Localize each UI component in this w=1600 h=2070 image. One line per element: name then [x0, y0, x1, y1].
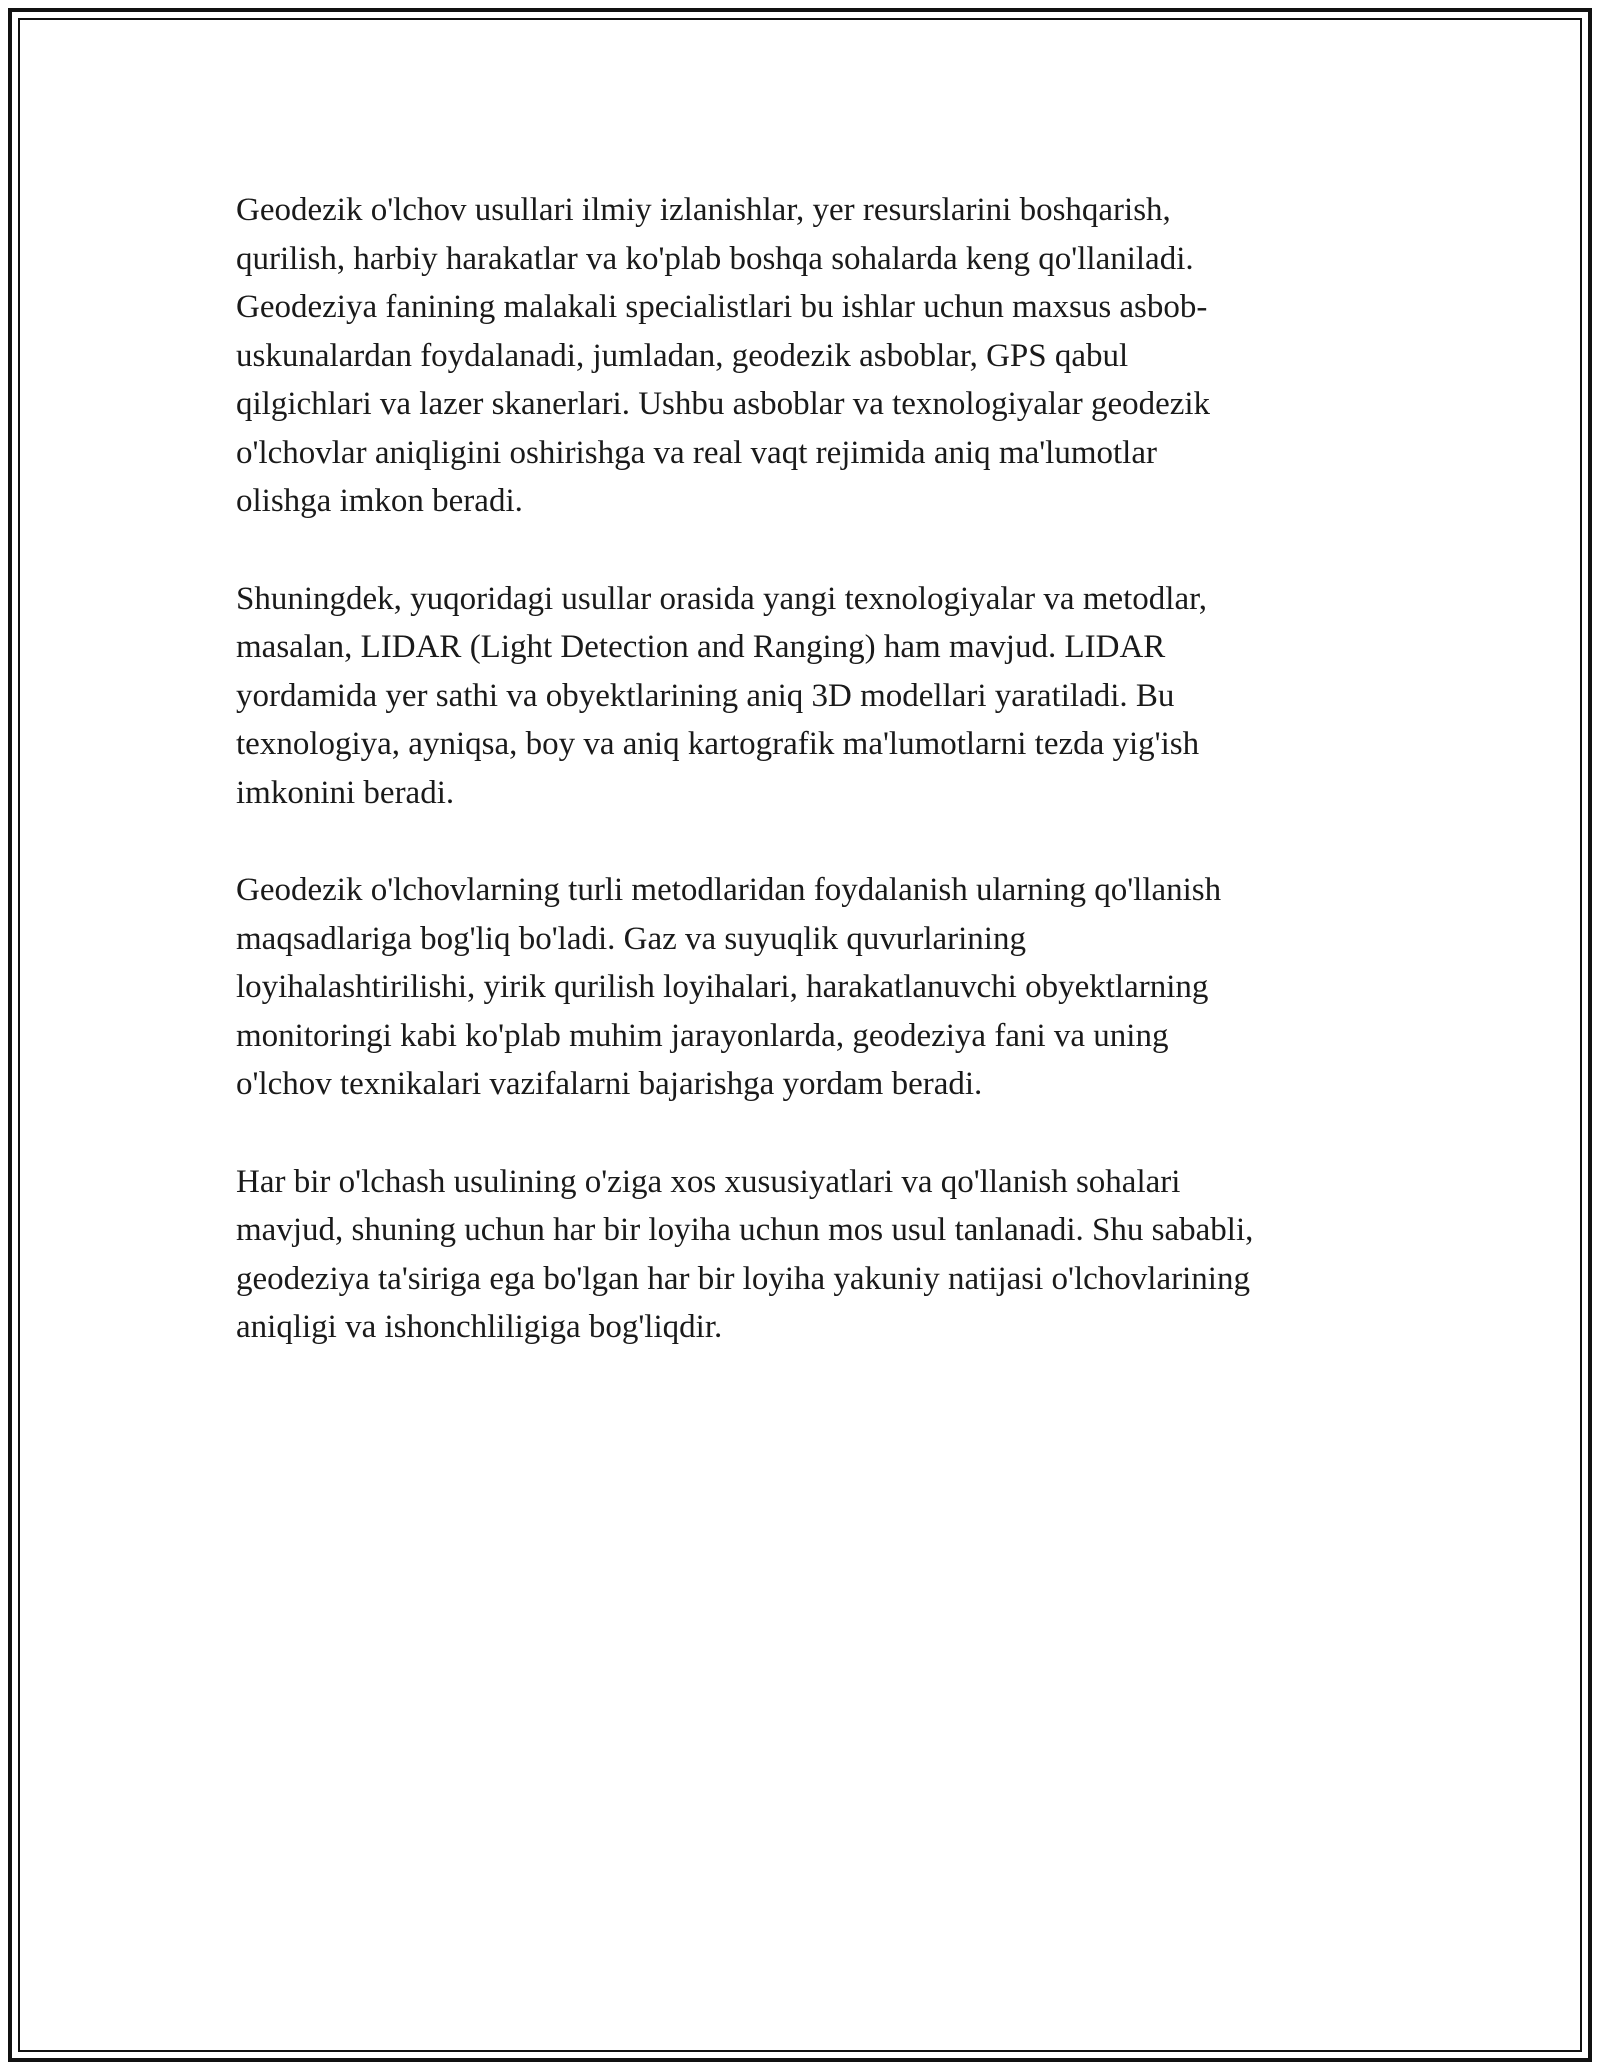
text-line: Geodezik o'lchovlarning turli metodlaridan foydalanish ularning qo'llanish	[236, 872, 1222, 908]
text-line: qilgichlari va lazer skanerlari. Ushbu asboblar va texnologiyalar geodezik	[236, 386, 1211, 422]
text-line: olishga imkon beradi.	[236, 483, 523, 519]
text-line: imkonini beradi.	[236, 774, 455, 811]
text-line: yordamida yer sathi va obyektlarining aniq 3D modellari yaratiladi. Bu	[236, 677, 1175, 714]
paragraph-3	[236, 866, 1386, 1109]
text-line: Shuningdek, yuqoridagi usullar orasida yangi texnologiyalar va metodlar,	[236, 580, 1208, 617]
text-line: geodeziya ta'siriga ega bo'lgan har bir loyiha yakuniy natijasi o'lchovlarining	[236, 1260, 1250, 1297]
text-line: monitoringi kabi ko'plab muhim jarayonlarda, geodeziya fani va uning	[236, 1017, 1169, 1054]
text-line: masalan, LIDAR (Light Detection and Ranging) ham mavjud. LIDAR	[236, 629, 1166, 665]
text-line: o'lchov texnikalari vazifalarni bajarishga yordam beradi.	[236, 1066, 983, 1102]
text-line: Har bir o'lchash usulining o'ziga xos xususiyatlari va qo'llanish sohalari	[236, 1163, 1181, 1200]
text-line: Geodezik o'lchov usullari ilmiy izlanishlar, yer resurslarini boshqarish,	[236, 192, 1171, 228]
text-line: qurilish, harbiy harakatlar va ko'plab boshqa sohalarda keng qo'llaniladi.	[236, 240, 1194, 277]
paragraph-2	[236, 575, 1386, 818]
paragraph-4	[236, 1158, 1386, 1352]
text-line: loyihalashtirilishi, yirik qurilish loyihalari, harakatlanuvchi obyektlarning	[236, 969, 1209, 1005]
text-line: mavjud, shuning uchun har bir loyiha uchun mos usul tanlanadi. Shu sababli,	[236, 1212, 1254, 1248]
paragraph-1	[236, 186, 1386, 526]
text-line: texnologiya, ayniqsa, boy va aniq kartografik ma'lumotlarni tezda yig'ish	[236, 726, 1200, 762]
document-body	[236, 186, 1386, 1401]
text-line: aniqligi va ishonchliligiga bog'liqdir.	[236, 1309, 723, 1345]
text-line: uskunalardan foydalanadi, jumladan, geodezik asboblar, GPS qabul	[236, 337, 1129, 374]
text-line: Geodeziya fanining malakali specialistlari bu ishlar uchun maxsus asbob-	[236, 289, 1208, 325]
text-line: maqsadlariga bog'liq bo'ladi. Gaz va suyuqlik quvurlarining	[236, 920, 1026, 957]
text-line: o'lchovlar aniqligini oshirishga va real vaqt rejimida aniq ma'lumotlar	[236, 434, 1157, 471]
